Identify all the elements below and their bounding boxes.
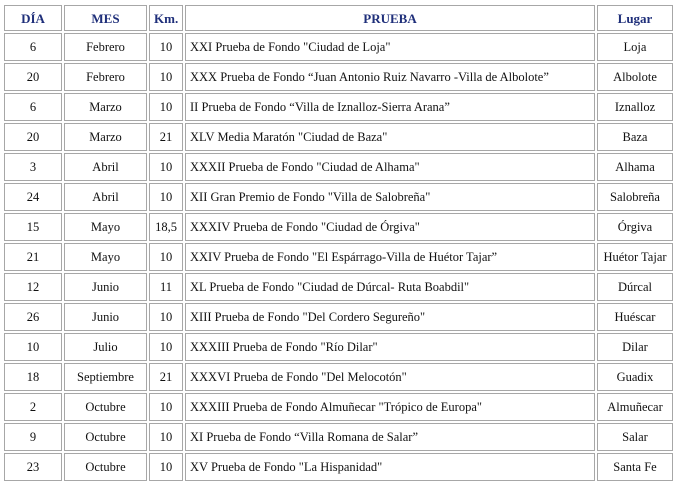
- cell-mes: Julio: [64, 333, 147, 361]
- table-body: [4, 33, 673, 481]
- cell-prueba: XXXIII Prueba de Fondo "Río Dilar": [185, 333, 595, 361]
- cell-km: 10: [149, 333, 183, 361]
- cell-dia: 20: [4, 63, 62, 91]
- cell-km: 10: [149, 63, 183, 91]
- table-row: [4, 213, 673, 241]
- cell-dia: 12: [4, 273, 62, 301]
- race-calendar-table: [2, 3, 675, 483]
- table-row: [4, 243, 673, 271]
- cell-km: 21: [149, 123, 183, 151]
- cell-km: 21: [149, 363, 183, 391]
- cell-mes: Abril: [64, 183, 147, 211]
- table-row: [4, 33, 673, 61]
- cell-prueba: XII Gran Premio de Fondo "Villa de Salobreña": [185, 183, 595, 211]
- cell-km: 10: [149, 183, 183, 211]
- cell-km: 10: [149, 393, 183, 421]
- cell-lugar: Salar: [597, 423, 673, 451]
- cell-dia: 15: [4, 213, 62, 241]
- cell-dia: 20: [4, 123, 62, 151]
- cell-lugar: Almuñecar: [597, 393, 673, 421]
- cell-dia: 23: [4, 453, 62, 481]
- cell-prueba: XXXVI Prueba de Fondo "Del Melocotón": [185, 363, 595, 391]
- cell-mes: Septiembre: [64, 363, 147, 391]
- cell-km: 10: [149, 423, 183, 451]
- table-row: [4, 123, 673, 151]
- cell-lugar: Loja: [597, 33, 673, 61]
- cell-dia: 26: [4, 303, 62, 331]
- table-row: [4, 183, 673, 211]
- cell-mes: Junio: [64, 273, 147, 301]
- table-row: [4, 303, 673, 331]
- cell-lugar: Iznalloz: [597, 93, 673, 121]
- cell-km: 10: [149, 33, 183, 61]
- cell-km: 11: [149, 273, 183, 301]
- cell-mes: Febrero: [64, 33, 147, 61]
- cell-prueba: II Prueba de Fondo “Villa de Iznalloz-Sierra Arana”: [185, 93, 595, 121]
- cell-km: 10: [149, 453, 183, 481]
- cell-km: 10: [149, 243, 183, 271]
- cell-prueba: XL Prueba de Fondo "Ciudad de Dúrcal- Ruta Boabdil": [185, 273, 595, 301]
- header-row: [4, 5, 673, 31]
- cell-dia: 18: [4, 363, 62, 391]
- cell-mes: Junio: [64, 303, 147, 331]
- header-lugar: Lugar: [597, 5, 673, 31]
- cell-dia: 6: [4, 33, 62, 61]
- cell-km: 18,5: [149, 213, 183, 241]
- cell-dia: 10: [4, 333, 62, 361]
- cell-dia: 2: [4, 393, 62, 421]
- table-row: [4, 93, 673, 121]
- table-row: [4, 273, 673, 301]
- cell-mes: Marzo: [64, 93, 147, 121]
- header-dia: DÍA: [4, 5, 62, 31]
- cell-prueba: XI Prueba de Fondo “Villa Romana de Salar”: [185, 423, 595, 451]
- cell-mes: Marzo: [64, 123, 147, 151]
- cell-prueba: XXI Prueba de Fondo "Ciudad de Loja": [185, 33, 595, 61]
- cell-lugar: Baza: [597, 123, 673, 151]
- table-row: [4, 333, 673, 361]
- table-row: [4, 453, 673, 481]
- cell-prueba: XXIV Prueba de Fondo "El Espárrago-Villa de Huétor Tajar”: [185, 243, 595, 271]
- table-row: [4, 393, 673, 421]
- header-km: Km.: [149, 5, 183, 31]
- cell-km: 10: [149, 303, 183, 331]
- cell-prueba: XXXII Prueba de Fondo "Ciudad de Alhama": [185, 153, 595, 181]
- cell-mes: Octubre: [64, 453, 147, 481]
- cell-lugar: Albolote: [597, 63, 673, 91]
- cell-prueba: XV Prueba de Fondo "La Hispanidad": [185, 453, 595, 481]
- cell-prueba: XLV Media Maratón "Ciudad de Baza": [185, 123, 595, 151]
- cell-mes: Mayo: [64, 243, 147, 271]
- cell-lugar: Huéscar: [597, 303, 673, 331]
- table-row: [4, 63, 673, 91]
- cell-lugar: Huétor Tajar: [597, 243, 673, 271]
- cell-km: 10: [149, 93, 183, 121]
- cell-prueba: XXXIII Prueba de Fondo Almuñecar "Trópico de Europa": [185, 393, 595, 421]
- cell-mes: Mayo: [64, 213, 147, 241]
- cell-dia: 24: [4, 183, 62, 211]
- cell-mes: Febrero: [64, 63, 147, 91]
- cell-lugar: Guadix: [597, 363, 673, 391]
- cell-lugar: Dúrcal: [597, 273, 673, 301]
- cell-lugar: Dilar: [597, 333, 673, 361]
- header-mes: MES: [64, 5, 147, 31]
- cell-mes: Octubre: [64, 393, 147, 421]
- cell-mes: Abril: [64, 153, 147, 181]
- cell-prueba: XXXIV Prueba de Fondo "Ciudad de Órgiva": [185, 213, 595, 241]
- table-row: [4, 363, 673, 391]
- cell-dia: 21: [4, 243, 62, 271]
- cell-dia: 6: [4, 93, 62, 121]
- cell-dia: 3: [4, 153, 62, 181]
- cell-prueba: XIII Prueba de Fondo "Del Cordero Segureño": [185, 303, 595, 331]
- cell-mes: Octubre: [64, 423, 147, 451]
- table-row: [4, 153, 673, 181]
- cell-lugar: Salobreña: [597, 183, 673, 211]
- cell-dia: 9: [4, 423, 62, 451]
- cell-km: 10: [149, 153, 183, 181]
- cell-lugar: Santa Fe: [597, 453, 673, 481]
- header-prueba: PRUEBA: [185, 5, 595, 31]
- cell-lugar: Órgiva: [597, 213, 673, 241]
- cell-prueba: XXX Prueba de Fondo “Juan Antonio Ruiz Navarro -Villa de Albolote”: [185, 63, 595, 91]
- table-row: [4, 423, 673, 451]
- cell-lugar: Alhama: [597, 153, 673, 181]
